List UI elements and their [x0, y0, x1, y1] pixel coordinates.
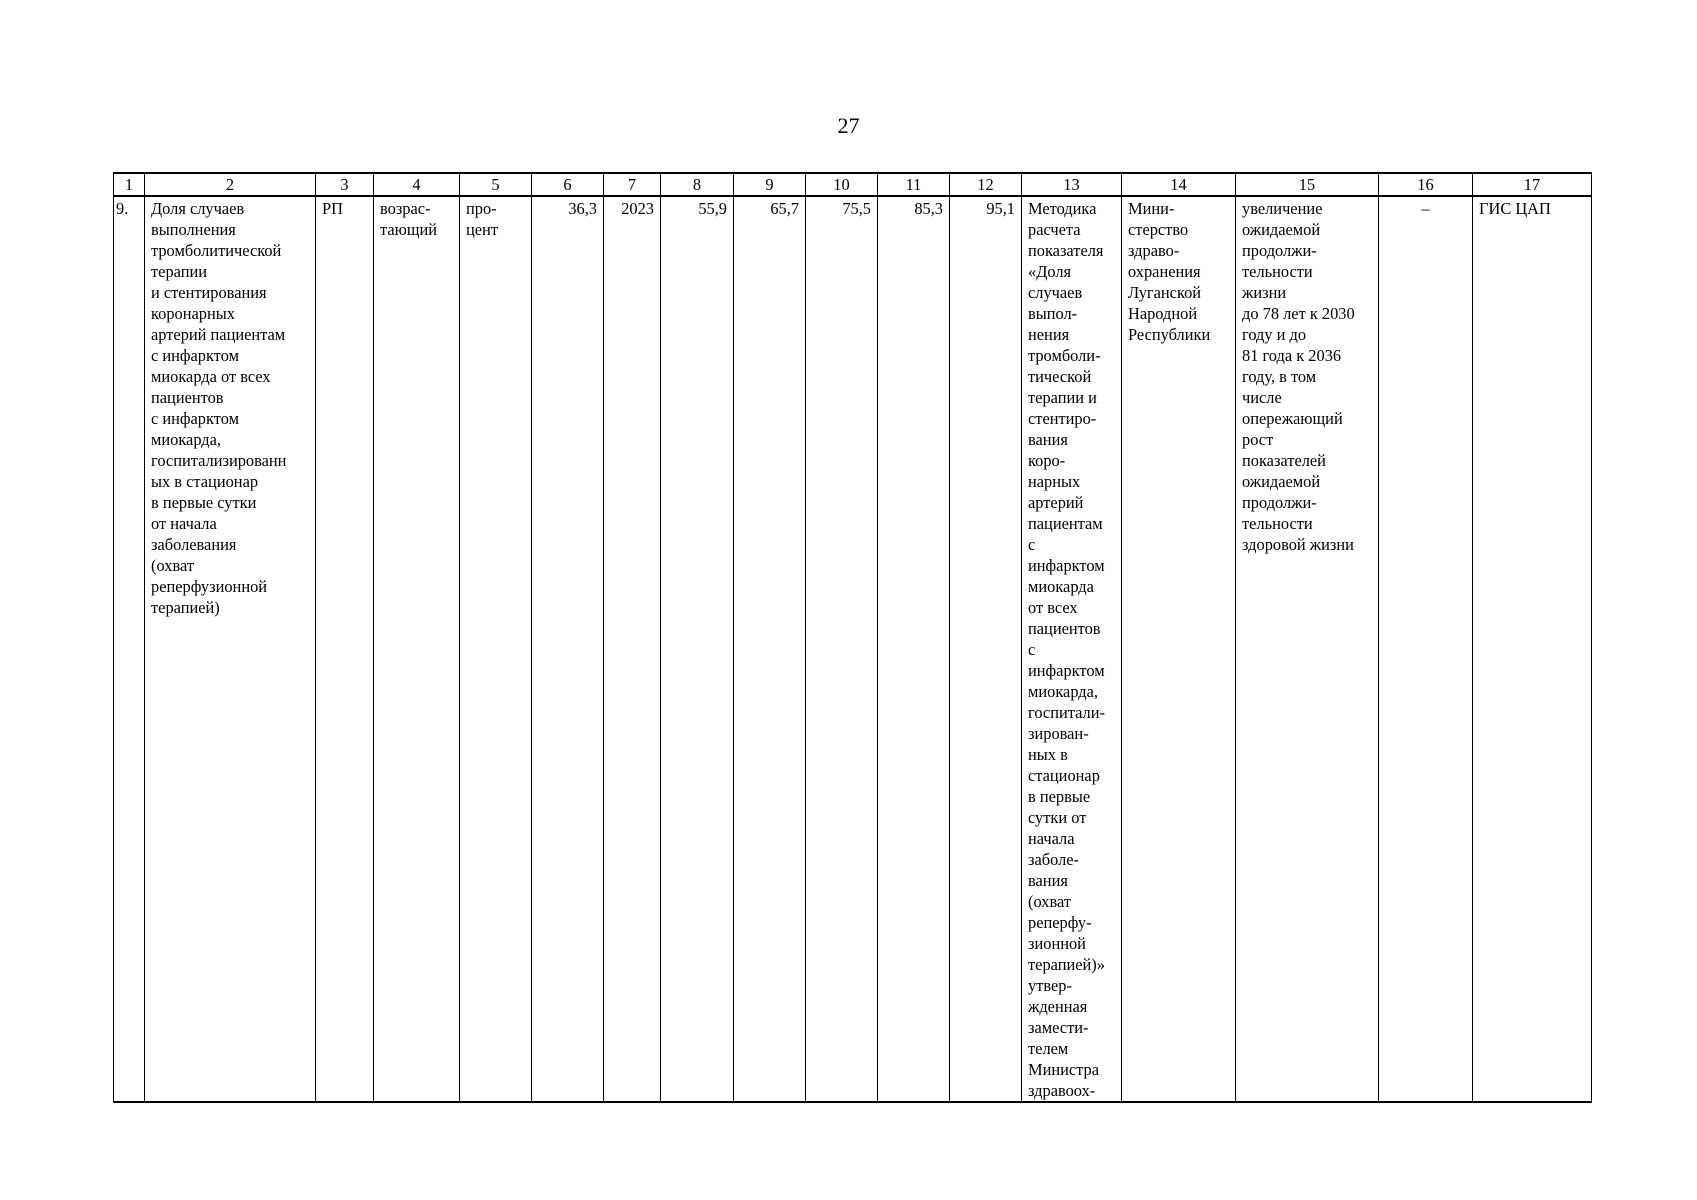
text-line: с инфарктом	[151, 409, 239, 428]
text-line: Луганской	[1128, 283, 1202, 302]
text-line: тельности	[1242, 262, 1313, 281]
text-line: «Доля	[1028, 262, 1072, 281]
unit-cell	[460, 196, 532, 1102]
text-line: про-	[466, 199, 497, 218]
text-line: жизни	[1242, 283, 1287, 302]
col-header-9: 9	[734, 173, 806, 196]
text-line: миокарда	[1028, 577, 1094, 596]
text-line: Методика	[1028, 199, 1097, 218]
text-line: жденная	[1028, 997, 1088, 1016]
methodology-cell	[1022, 196, 1122, 1102]
text-line: числе	[1242, 388, 1282, 407]
text-line: вания	[1028, 871, 1068, 890]
text-line: здоровой жизни	[1242, 535, 1354, 554]
text-line: терапией)»	[1028, 955, 1105, 974]
text-line: случаев	[1028, 283, 1083, 302]
text-line: заболевания	[151, 535, 237, 554]
dash-cell: –	[1379, 196, 1473, 1102]
col-header-1: 1	[114, 173, 145, 196]
text-line: инфарктом	[1028, 661, 1105, 680]
goal-link-cell	[1236, 196, 1379, 1102]
text-line: миокарда,	[151, 430, 222, 449]
text-line: тической	[1028, 367, 1092, 386]
text-line: госпитали-	[1028, 703, 1105, 722]
col-header-12: 12	[950, 173, 1022, 196]
text-line: и стентирования	[151, 283, 267, 302]
col-header-7: 7	[604, 173, 661, 196]
col-header-8: 8	[661, 173, 734, 196]
text-line: терапией)	[151, 598, 220, 617]
col-header-14: 14	[1122, 173, 1236, 196]
text-line: выпол-	[1028, 304, 1078, 323]
text-line: коронарных	[151, 304, 235, 323]
col-header-4: 4	[374, 173, 460, 196]
text-line: в первые сутки	[151, 493, 257, 512]
text-line: ожидаемой	[1242, 220, 1321, 239]
text-line: (охват	[1028, 892, 1071, 911]
value-cell-12: 95,1	[950, 196, 1022, 1102]
text-line: показателя	[1028, 241, 1104, 260]
base-value-cell: 36,3	[532, 196, 604, 1102]
text-line: ожидаемой	[1242, 472, 1321, 491]
text-line: с инфарктом	[151, 346, 239, 365]
text-line: показателей	[1242, 451, 1326, 470]
text-line: стентиро-	[1028, 409, 1097, 428]
text-line: Мини-	[1128, 199, 1175, 218]
table-row	[114, 196, 1592, 1102]
text-line: реперфу-	[1028, 913, 1092, 932]
text-line: реперфузионной	[151, 577, 268, 596]
text-line: инфарктом	[1028, 556, 1105, 575]
base-year-cell: 2023	[604, 196, 661, 1102]
text-line: зирован-	[1028, 724, 1089, 743]
text-line: тающий	[380, 220, 438, 239]
text-line: возрас-	[380, 199, 431, 218]
value-cell-8: 55,9	[661, 196, 734, 1102]
text-line: в первые	[1028, 787, 1091, 806]
col-header-6: 6	[532, 173, 604, 196]
text-line: Министра	[1028, 1060, 1099, 1079]
text-line: телем	[1028, 1039, 1069, 1058]
text-line: миокарда от всех	[151, 367, 271, 386]
info-system-cell: ГИС ЦАП	[1473, 196, 1592, 1102]
row-number-cell: 9.	[114, 196, 145, 1102]
text-line: от начала	[151, 514, 217, 533]
text-line: году, в том	[1242, 367, 1317, 386]
text-line: году и до	[1242, 325, 1307, 344]
col-header-17: 17	[1473, 173, 1592, 196]
indicator-table	[113, 172, 1592, 1103]
text-line: продолжи-	[1242, 493, 1317, 512]
text-line: охранения	[1128, 262, 1201, 281]
text-line: цент	[466, 220, 498, 239]
page-number: 27	[837, 113, 860, 138]
text-line: здравоох-	[1028, 1081, 1096, 1100]
header-row	[114, 173, 1592, 196]
text-line: зионной	[1028, 934, 1086, 953]
text-line: терапии и	[1028, 388, 1097, 407]
text-line: с	[1028, 535, 1036, 554]
text-line: здраво-	[1128, 241, 1180, 260]
col-header-13: 13	[1022, 173, 1122, 196]
text-line: Народной	[1128, 304, 1198, 323]
indicator-name-cell	[145, 196, 316, 1102]
text-line: пациентов	[1028, 619, 1101, 638]
text-line: артерий	[1028, 493, 1084, 512]
text-line: миокарда,	[1028, 682, 1099, 701]
text-line: сутки от	[1028, 808, 1087, 827]
text-line: артерий пациентам	[151, 325, 286, 344]
text-line: увеличение	[1242, 199, 1323, 218]
col-header-16: 16	[1379, 173, 1473, 196]
responsible-cell	[1122, 196, 1236, 1102]
text-line: замести-	[1028, 1018, 1089, 1037]
text-line: стационар	[1028, 766, 1100, 785]
text-line: ых в стационар	[151, 472, 259, 491]
text-line: заболе-	[1028, 850, 1079, 869]
value-cell-9: 65,7	[734, 196, 806, 1102]
col-header-10: 10	[806, 173, 878, 196]
text-line: 81 года к 2036	[1242, 346, 1342, 365]
text-line: рост	[1242, 430, 1274, 449]
value-cell-11: 85,3	[878, 196, 950, 1102]
text-line: опережающий	[1242, 409, 1343, 428]
text-line: терапии	[151, 262, 208, 281]
text-line: Доля случаев	[151, 199, 245, 218]
text-line: до 78 лет к 2030	[1242, 304, 1355, 323]
col-header-15: 15	[1236, 173, 1379, 196]
text-line: ных в	[1028, 745, 1068, 764]
text-line: госпитализированн	[151, 451, 287, 470]
text-line: вания	[1028, 430, 1068, 449]
text-line: начала	[1028, 829, 1075, 848]
text-line: тромболи-	[1028, 346, 1101, 365]
col-header-5: 5	[460, 173, 532, 196]
text-line: продолжи-	[1242, 241, 1317, 260]
trend-cell	[374, 196, 460, 1102]
text-line: стерство	[1128, 220, 1189, 239]
col-header-3: 3	[316, 173, 374, 196]
text-line: (охват	[151, 556, 194, 575]
text-line: утвер-	[1028, 976, 1072, 995]
value-cell-10: 75,5	[806, 196, 878, 1102]
text-line: нарных	[1028, 472, 1081, 491]
text-line: тромболитической	[151, 241, 282, 260]
text-line: Республики	[1128, 325, 1211, 344]
text-line: нения	[1028, 325, 1070, 344]
text-line: расчета	[1028, 220, 1081, 239]
col-header-11: 11	[878, 173, 950, 196]
level-cell: РП	[316, 196, 374, 1102]
text-line: пациентов	[151, 388, 224, 407]
text-line: от всех	[1028, 598, 1078, 617]
text-line: выполнения	[151, 220, 236, 239]
text-line: пациентам	[1028, 514, 1103, 533]
col-header-2: 2	[145, 173, 316, 196]
text-line: с	[1028, 640, 1036, 659]
text-line: тельности	[1242, 514, 1313, 533]
text-line: коро-	[1028, 451, 1066, 470]
